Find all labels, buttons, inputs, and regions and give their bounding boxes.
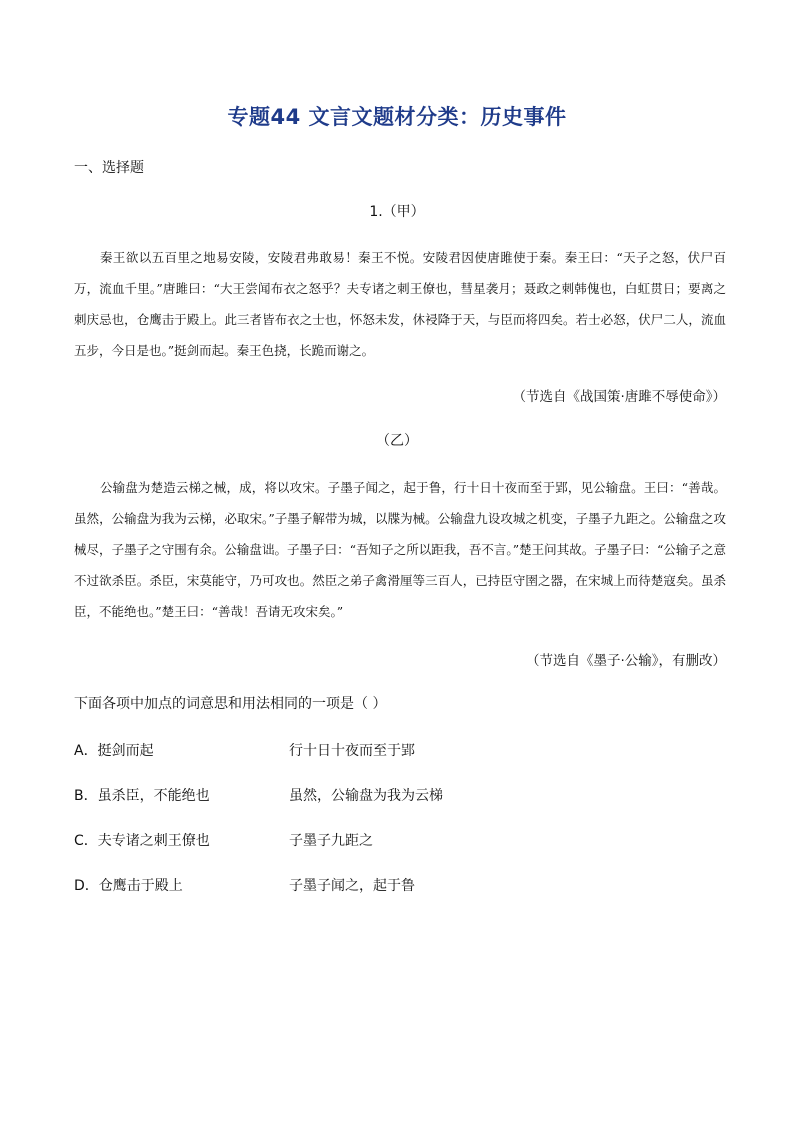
passage-label-yi: （乙） <box>376 433 418 449</box>
option-a-left: A．挺剑而起 <box>74 743 154 759</box>
source-jia: （节选自《战国策·唐雎不辱使命》） <box>512 389 726 405</box>
page-title: 专题44 文言文题材分类：历史事件 <box>227 105 567 129</box>
source-yi: （节选自《墨子·公输》，有删改） <box>525 653 726 669</box>
option-b-right: 虽然，公输盘为我为云梯 <box>289 788 443 804</box>
option-d-right: 子墨子闻之，起于鲁 <box>289 878 415 894</box>
section-heading: 一、选择题 <box>74 160 144 176</box>
question-number: 1.（甲） <box>369 204 425 220</box>
passage-jia: 秦王欲以五百里之地易安陵，安陵君弗敢易！秦王不悦。安陵君因使唐雎使于秦。秦王曰：“天子之怒，伏尸百万，流血千里。”唐雎曰：“大王尝闻布衣之怒乎？夫专诸之刺王僚也，彗星袭月；聂政之刺韩傀也，白虹贯日；要离之刺庆忌也，仓鹰击于殿上。此三者皆布衣之士也，怀怒未发，休祲降于天，与臣而将四矣。若士必怒，伏尸二人，流血五步，今日是也。”挺剑而起。秦王色挠，长跪而谢之。 <box>74 250 726 358</box>
option-c-left: C．夫专诸之刺王僚也 <box>74 833 210 849</box>
option-b-left: B．虽杀臣，不能绝也 <box>74 788 210 804</box>
option-d-left: D．仓鹰击于殿上 <box>74 878 183 894</box>
passage-yi: 公输盘为楚造云梯之械，成，将以攻宋。子墨子闻之，起于鲁，行十日十夜而至于郢，见公输盘。王曰：“善哉。虽然，公输盘为我为云梯，必取宋。”子墨子解带为城，以牒为械。公输盘九设攻城之机变，子墨子九距之。公输盘之攻械尽，子墨子之守围有余。公输盘诎。子墨子曰：“吾知子之所以距我，吾不言。”楚王问其故。子墨子曰：“公输子之意不过欲杀臣。杀臣，宋莫能守，乃可攻也。然臣之弟子禽滑厘等三百人，已持臣守圉之器，在宋城上而待楚寇矣。虽杀臣，不能绝也。”楚王曰：“善哉！吾请无攻宋矣。” <box>74 480 726 619</box>
question-stem: 下面各项中加点的词意思和用法相同的一项是（ ） <box>74 696 387 712</box>
option-a-right: 行十日十夜而至于郢 <box>289 743 415 759</box>
option-c-right: 子墨子九距之 <box>289 833 373 849</box>
